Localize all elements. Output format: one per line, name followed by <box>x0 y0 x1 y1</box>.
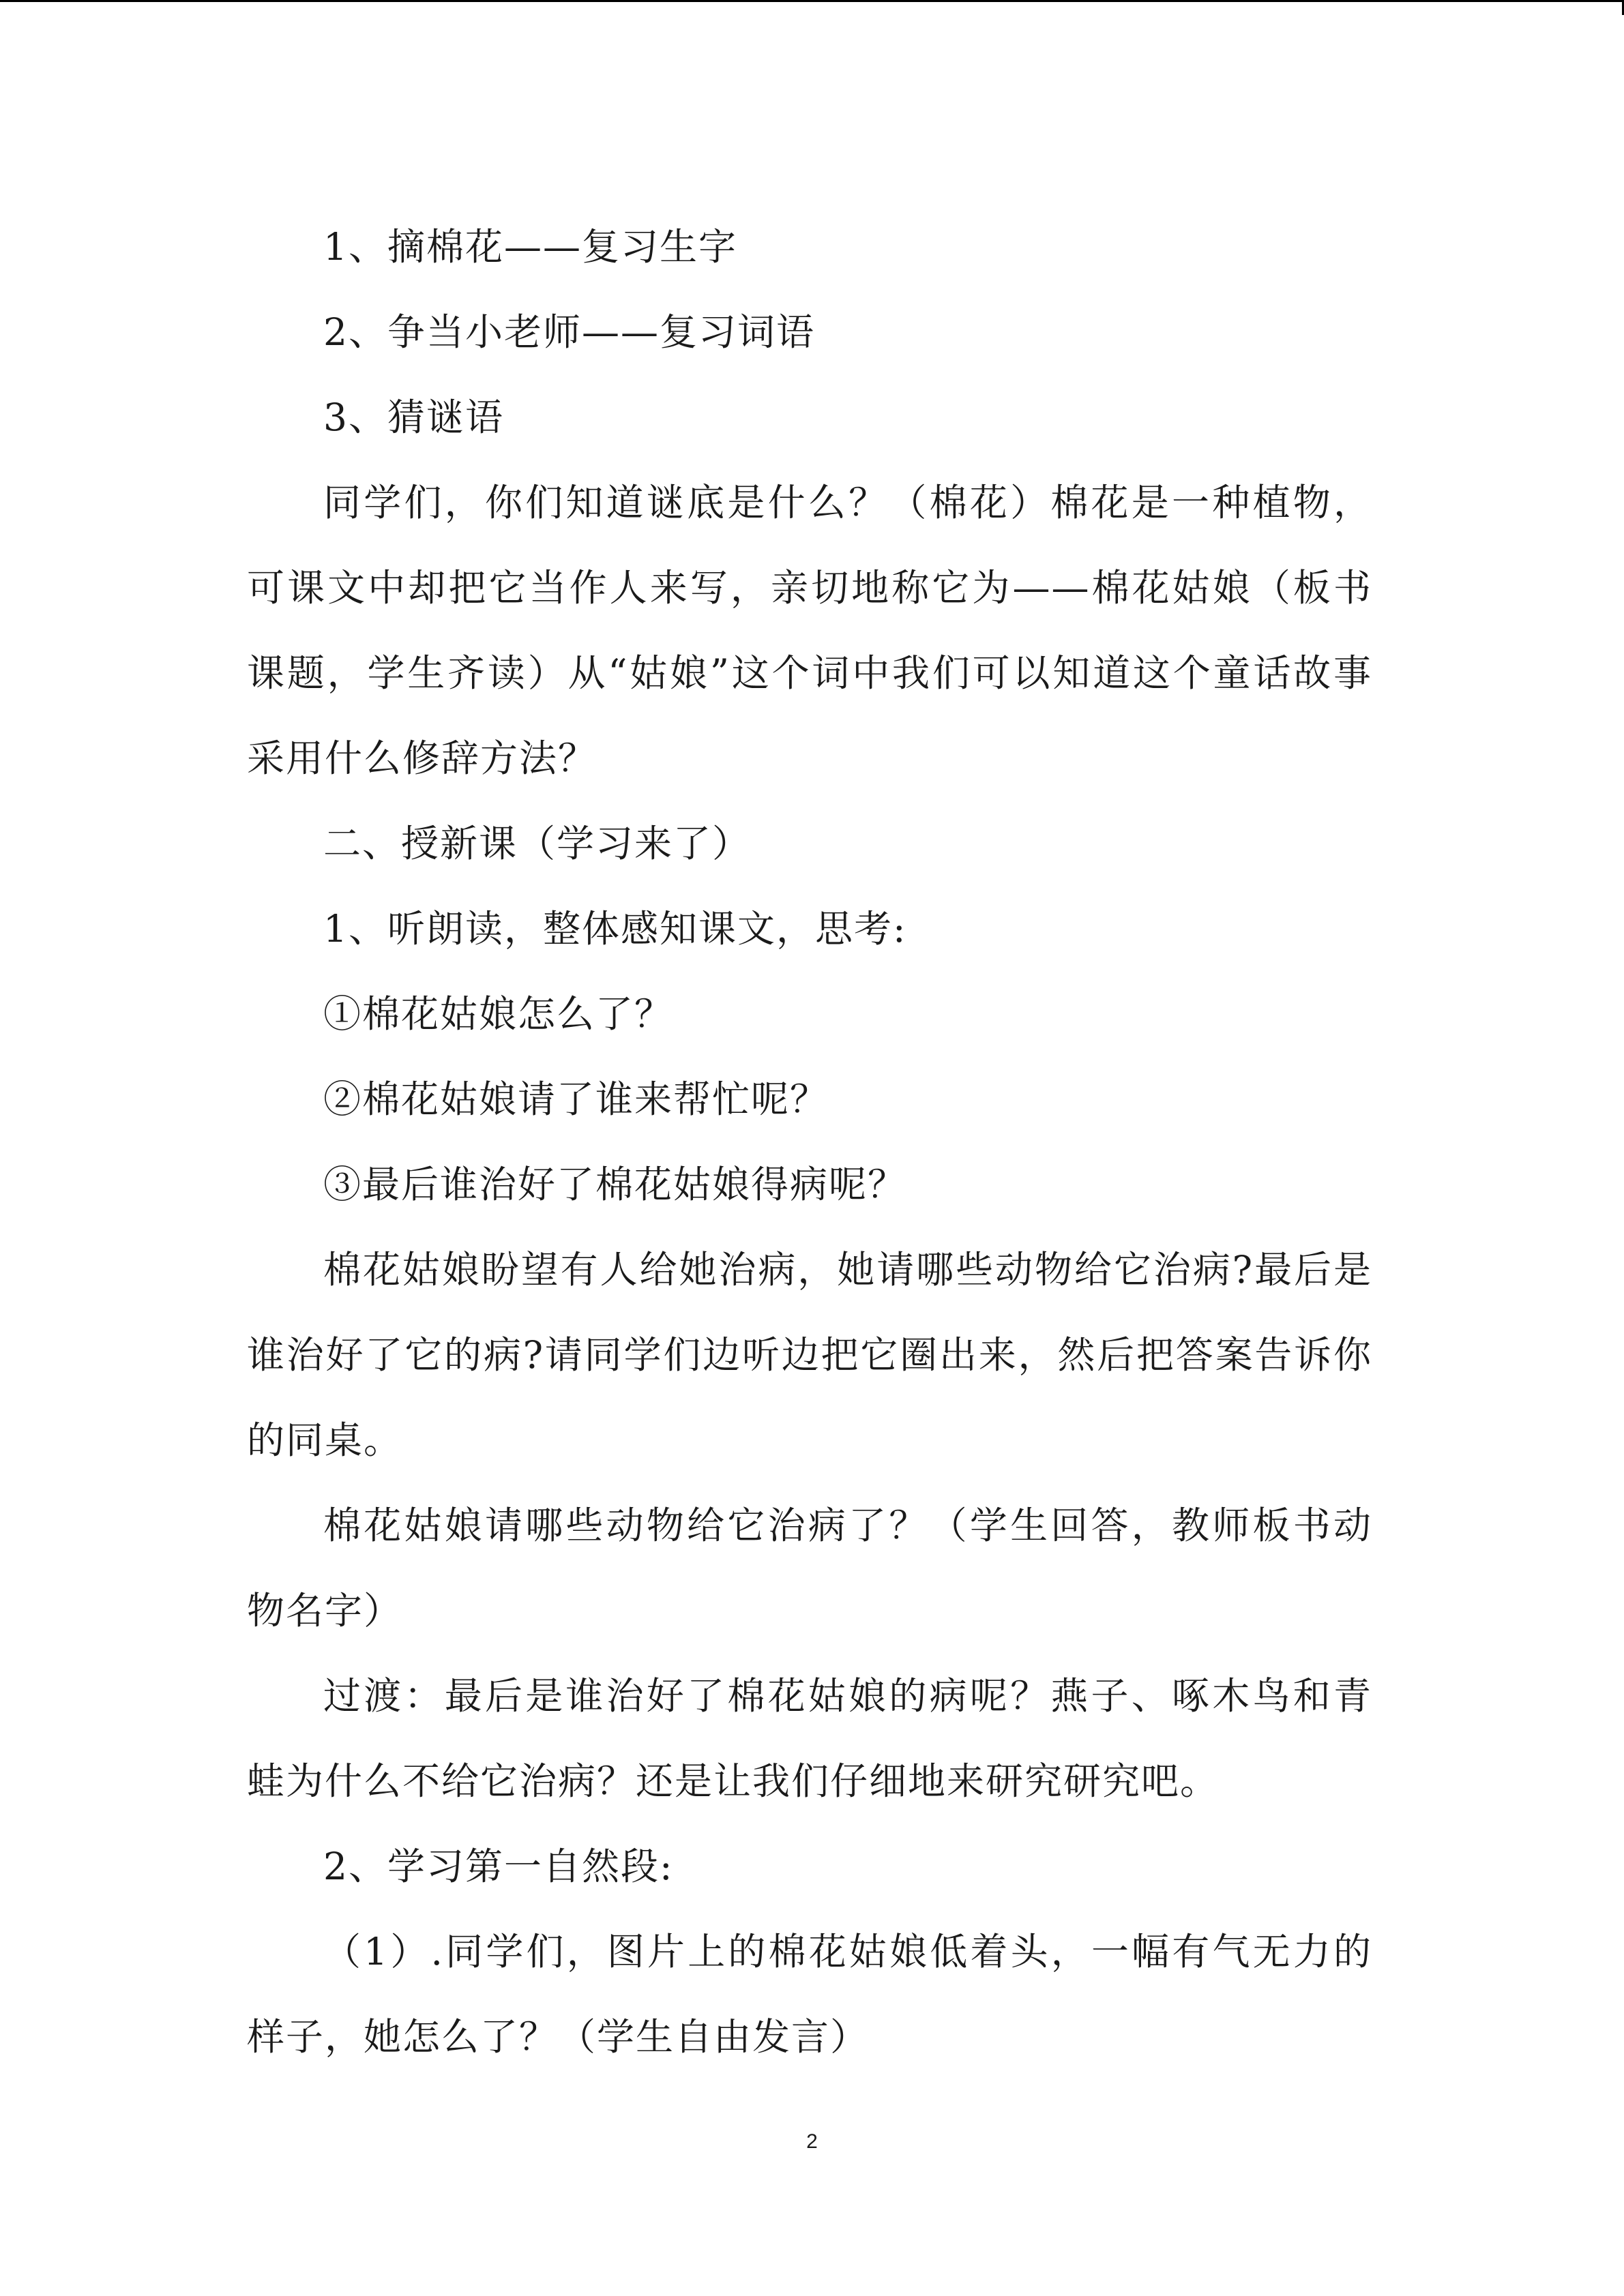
section-heading-new-lesson: 二、授新课（学习来了） <box>323 822 752 865</box>
question-item-3: ③最后谁治好了棉花姑娘得病呢？ <box>323 1163 907 1206</box>
paragraph-riddle-answer: 同学们，你们知道谜底是什么？（棉花）棉花是一种植物，可课文中却把它当作人来写，亲切地称它为——棉花姑娘（板书课题，学生齐读）从“姑娘”这个词中我们可以知道这个童话故事采用什么修辞方法？ <box>247 481 1372 780</box>
question-item-2: ②棉花姑娘请了谁来帮忙呢？ <box>323 1077 829 1121</box>
paragraph-riddle: 3、猜谜语 <box>323 396 504 439</box>
document-body <box>247 205 1372 2080</box>
paragraph-student-answer: 棉花姑娘请哪些动物给它治病了？（学生回答，教师板书动物名字） <box>247 1504 1372 1632</box>
paragraph-review-characters: 1、摘棉花——复习生字 <box>323 225 737 269</box>
top-border-line <box>0 0 1624 2</box>
question-item-1: ①棉花姑娘怎么了？ <box>323 992 674 1036</box>
page-number: 2 <box>806 2130 818 2153</box>
paragraph-listen-and-think: 1、听朗读，整体感知课文，思考: <box>323 907 907 951</box>
paragraph-instructions: 棉花姑娘盼望有人给她治病，她请哪些动物给它治病?最后是谁治好了它的病?请同学们边听边把它圈出来，然后把答案告诉你的同桌。 <box>247 1248 1372 1462</box>
paragraph-picture-question: （1）.同学们，图片上的棉花姑娘低着头，一幅有气无力的样子，她怎么了？（学生自由发言） <box>247 1930 1372 2059</box>
paragraph-review-words: 2、争当小老师——复习词语 <box>323 310 815 354</box>
paragraph-study-first-section: 2、学习第一自然段: <box>323 1845 674 1888</box>
paragraph-transition: 过渡：最后是谁治好了棉花姑娘的病呢？燕子、啄木鸟和青蛙为什么不给它治病？还是让我们仔细地来研究研究吧。 <box>247 1674 1372 1803</box>
